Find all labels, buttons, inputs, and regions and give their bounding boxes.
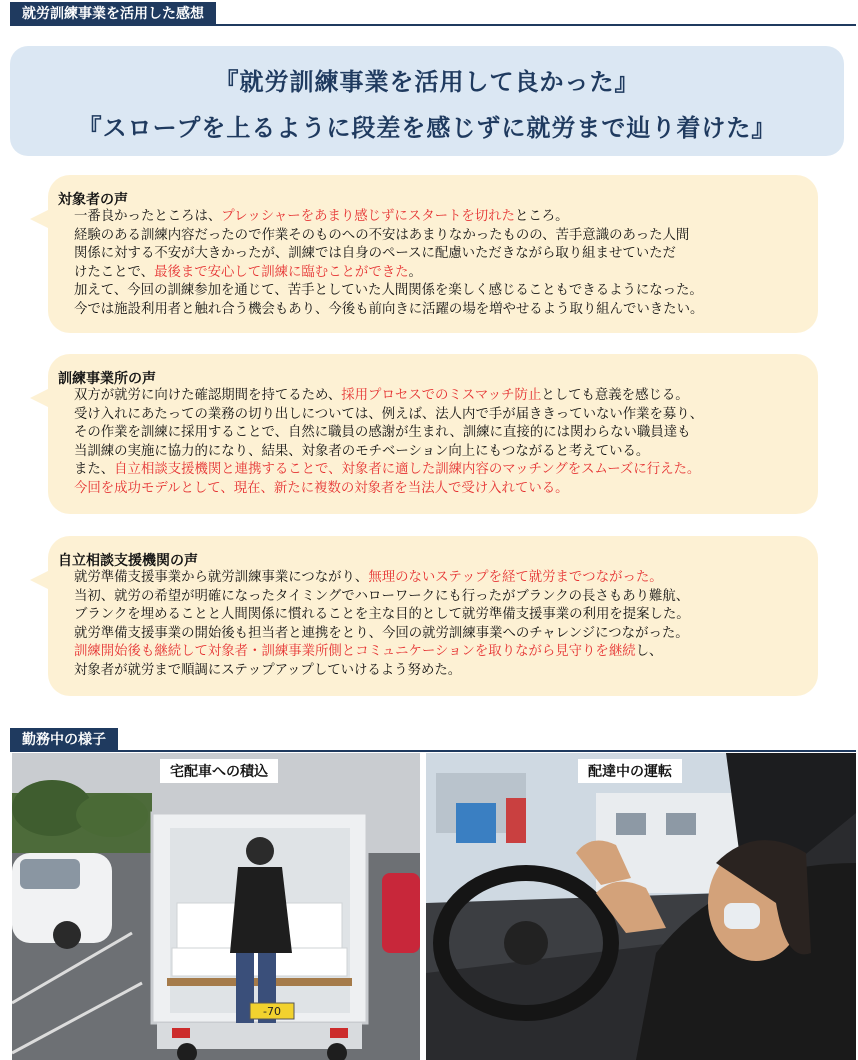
headline-line-1: 『就労訓練事業を活用して良かった』 [214,68,640,96]
text-line: 訓練開始後も継続して対象者・訓練事業所側とコミュニケーションを取りながら見守りを継続し、 [74,644,663,660]
voice-target-body [74,208,812,320]
photo-loading-caption: 宅配車への積込 [160,759,278,783]
voice-office-bubble [48,354,818,514]
section-rule [10,24,856,26]
text-line: 双方が就労に向けた確認期間を持てるため、採用プロセスでのミスマッチ防止としても意義を感じる。 [74,388,689,403]
text-line: 一番良かったところは、プレッシャーをあまり感じずにスタートを切れたところ。 [74,209,569,224]
license-plate-text: -70 [263,1005,281,1018]
text-line: 就労準備支援事業の開始後も担当者と連携をとり、今回の就労訓練事業へのチャレンジにつながった。 [74,625,689,641]
photo-loading-illustration [12,753,420,1060]
voice-target-bubble [48,175,818,333]
headline-box [10,46,844,156]
text-line: 今では施設利用者と触れ合う機会もあり、今後も前向きに活躍の場を増やせるよう取り組んでいきたい。 [74,301,704,317]
photo-driving-caption: 配達中の運転 [578,759,682,783]
photo-driving [426,753,856,1060]
text-line: 経験のある訓練内容だったので作業そのものへの不安はあまりなかったものの、苦手意識のあった人間 [74,227,690,243]
section-rule [10,750,856,752]
text-line: けたことで、最後まで安心して訓練に臨むことができた。 [74,264,422,280]
text-line: 今回を成功モデルとして、現在、新たに複数の対象者を当法人で受け入れている。 [74,480,569,496]
bubble-tail [30,388,50,408]
section-header-impressions [10,2,856,26]
text-line: 対象者が就労まで順調にステップアップしていけるよう努めた。 [74,662,462,678]
section-title: 就労訓練事業を活用した感想 [10,2,216,26]
voice-support-title: 自立相談支援機関の声 [58,553,198,569]
text-line: ブランクを埋めることと人間関係に慣れることを主な目的として就労準備支援事業の利用を提案した。 [74,607,690,623]
text-line: 関係に対する不安が大きかったが、訓練では自身のペースに配慮いただきながら取り組ませていただ [74,246,676,262]
text-line: 就労準備支援事業から就労訓練事業につながり、無理のないステップを経て就労までつながった。 [74,570,663,585]
section-header-work [10,728,856,752]
voice-support-bubble [48,536,818,696]
text-line: また、自立相談支援機関と連携することで、対象者に適した訓練内容のマッチングをスムーズに行えた。 [74,462,701,478]
voice-office-body [74,387,812,499]
voice-target-title: 対象者の声 [58,192,128,208]
voice-office-title: 訓練事業所の声 [58,371,156,387]
text-line: 当訓練の実施に協力的になり、結果、対象者のモチベーション向上にもつながると考えている。 [74,443,650,459]
bubble-tail [30,570,50,590]
text-line: その作業を訓練に採用することで、自然に職員の感謝が生まれ、訓練に直接的には関わらない職員達も [74,425,691,441]
headline-line-2: 『スロープを上るように段差を感じずに就労まで辿り着けた』 [77,114,777,142]
text-line: 当初、就労の希望が明確になったタイミングでハローワークにも行ったがブランクの長さもあり難航、 [74,588,690,604]
text-line: 加えて、今回の訓練参加を通じて、苦手としていた人間関係を楽しく感じることもできるようになった。 [74,283,703,299]
section-title: 勤務中の様子 [10,728,118,752]
bubble-tail [30,209,50,229]
photo-driving-illustration [426,753,856,1060]
voice-support-body [74,569,812,681]
photo-loading [12,753,420,1060]
text-line: 受け入れにあたっての業務の切り出しについては、例えば、法人内で手が届ききっていない作業を募り、 [74,406,704,422]
